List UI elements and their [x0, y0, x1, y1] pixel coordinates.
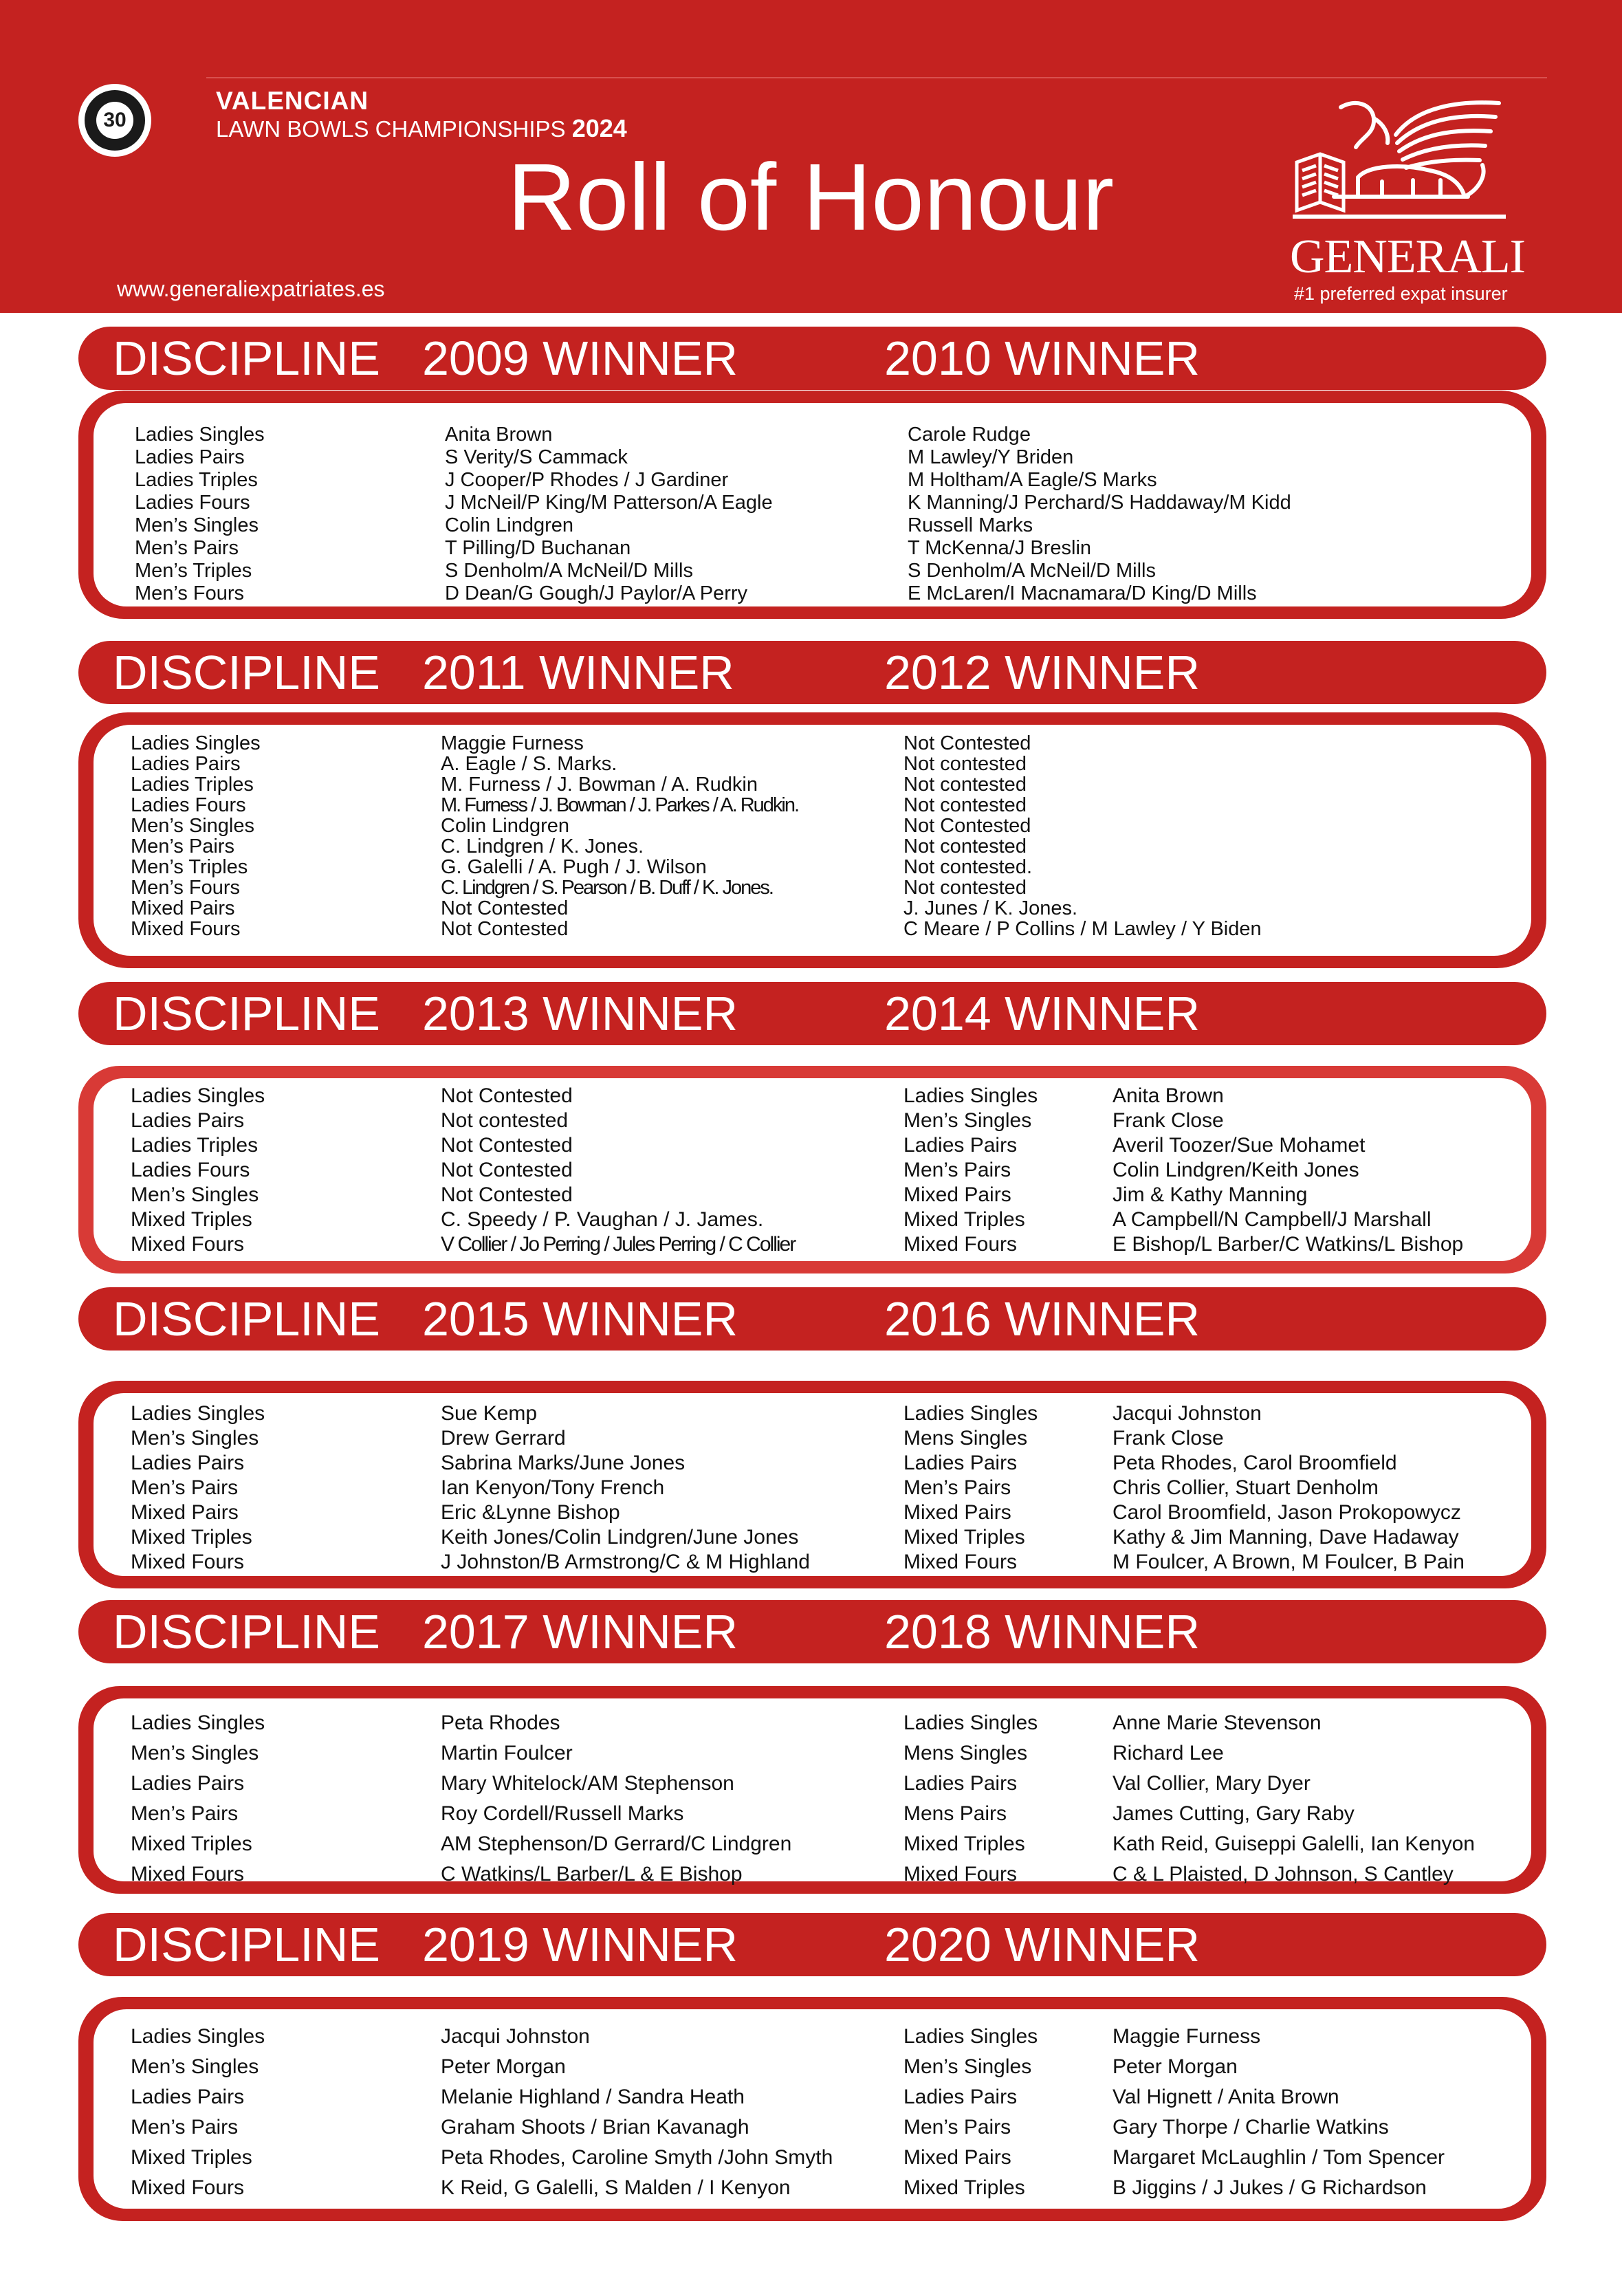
winner-cell: Colin Lindgren	[441, 815, 570, 837]
discipline-cell: Mixed Triples	[131, 2146, 252, 2169]
winner-cell: Anita Brown	[445, 424, 553, 446]
winner-cell: Mary Whitelock/AM Stephenson	[441, 1772, 734, 1795]
winner-cell: K Manning/J Perchard/S Haddaway/M Kidd	[908, 492, 1291, 514]
website-link[interactable]: www.generaliexpatriates.es	[117, 276, 385, 301]
discipline-cell: Ladies Singles	[131, 1402, 265, 1425]
winner-cell: G. Galelli / A. Pugh / J. Wilson	[441, 856, 707, 878]
winner-cell: Anne Marie Stevenson	[1113, 1712, 1322, 1734]
winner-cell: Drew Gerrard	[441, 1427, 566, 1450]
discipline-cell: Ladies Pairs	[131, 1772, 245, 1795]
discipline-cell: Ladies Pairs	[903, 2086, 1018, 2108]
discipline-cell: Men’s Singles	[131, 2055, 259, 2078]
winner-cell: Kath Reid, Guiseppi Galelli, Ian Kenyon	[1113, 1833, 1475, 1855]
results-panel-2015-2016	[78, 1381, 1546, 1588]
winner-cell: S Verity/S Cammack	[445, 446, 628, 468]
winner-cell: Peta Rhodes, Caroline Smyth /John Smyth	[441, 2146, 833, 2169]
winner-cell: Not contested	[903, 774, 1027, 796]
winner-cell: Not contested	[903, 794, 1027, 816]
results-panel-2013-2014	[78, 1066, 1546, 1273]
winner-cell: Val Hignett / Anita Brown	[1113, 2086, 1339, 2108]
discipline-cell: Ladies Pairs	[131, 753, 241, 775]
results-panel-2009-2010	[78, 391, 1546, 619]
winner-cell: J Johnston/B Armstrong/C & M Highland	[441, 1551, 810, 1573]
winner-cell: J McNeil/P King/M Patterson/A Eagle	[445, 492, 773, 514]
winner-cell: James Cutting, Gary Raby	[1113, 1802, 1355, 1825]
winner-cell: Not Contested	[441, 897, 569, 919]
column-heading-discipline: DISCIPLINE	[113, 1918, 380, 1971]
discipline-cell: Men’s Singles	[135, 514, 259, 536]
column-heading-year-b: 2020 WINNER	[884, 1918, 1201, 1971]
winner-cell: B Jiggins / J Jukes / G Richardson	[1113, 2176, 1427, 2199]
winner-cell: Not contested	[441, 1109, 569, 1132]
discipline-cell: Ladies Pairs	[131, 2086, 245, 2108]
discipline-cell: Mixed Pairs	[903, 1183, 1011, 1206]
results-panel-2011-2012	[78, 712, 1546, 968]
winner-cell: Not Contested	[441, 1084, 573, 1107]
discipline-cell: Mixed Triples	[903, 1833, 1025, 1855]
discipline-cell: Mixed Fours	[131, 1551, 245, 1573]
column-heading-year-b: 2018 WINNER	[884, 1605, 1201, 1659]
discipline-cell: Mixed Fours	[903, 1233, 1018, 1256]
discipline-cell: Men’s Pairs	[903, 1159, 1011, 1181]
discipline-cell: Ladies Pairs	[135, 446, 245, 468]
discipline-cell: Men’s Triples	[135, 560, 252, 582]
winner-cell: Jacqui Johnston	[441, 2025, 590, 2048]
winner-cell: Not contested	[903, 753, 1027, 775]
discipline-cell: Mens Singles	[903, 1427, 1028, 1450]
winner-cell: Colin Lindgren/Keith Jones	[1113, 1159, 1359, 1181]
winner-cell: Maggie Furness	[1113, 2025, 1261, 2048]
discipline-cell: Ladies Pairs	[903, 1772, 1018, 1795]
header-banner	[0, 0, 1622, 313]
discipline-cell: Men’s Pairs	[135, 537, 239, 559]
section-header-2017-2018	[78, 1600, 1546, 1663]
winner-cell: Not contested	[903, 835, 1027, 857]
discipline-cell: Mixed Fours	[131, 2176, 245, 2199]
sponsor-tagline: #1 preferred expat insurer	[1294, 283, 1508, 304]
winner-cell: C. Lindgren / K. Jones.	[441, 835, 644, 857]
winner-cell: Not Contested	[903, 815, 1031, 837]
section-header-2019-2020	[78, 1913, 1546, 1976]
winner-cell: V Collier / Jo Perring / Jules Perring / C Collier	[441, 1233, 796, 1256]
discipline-cell: Mixed Fours	[903, 1551, 1018, 1573]
section-header-2013-2014	[78, 982, 1546, 1045]
discipline-cell: Mixed Pairs	[131, 897, 235, 919]
column-heading-year-a: 2017 WINNER	[422, 1605, 738, 1659]
discipline-cell: Mixed Fours	[131, 1863, 245, 1885]
discipline-cell: Mixed Triples	[903, 1526, 1025, 1549]
section-header-2011-2012	[78, 641, 1546, 704]
discipline-cell: Mixed Pairs	[131, 1501, 239, 1524]
winner-cell: Eric &Lynne Bishop	[441, 1501, 620, 1524]
winner-cell: Margaret McLaughlin / Tom Spencer	[1113, 2146, 1445, 2169]
winner-cell: Averil Toozer/Sue Mohamet	[1113, 1134, 1366, 1157]
event-year: 2024	[571, 114, 627, 142]
winner-cell: T McKenna/J Breslin	[908, 537, 1092, 559]
discipline-cell: Mixed Triples	[903, 1208, 1025, 1231]
winner-cell: M Holtham/A Eagle/S Marks	[908, 469, 1157, 491]
discipline-cell: Ladies Singles	[903, 1402, 1038, 1425]
column-heading-year-b: 2014 WINNER	[884, 987, 1201, 1040]
discipline-cell: Mixed Triples	[131, 1833, 252, 1855]
column-heading-discipline: DISCIPLINE	[113, 331, 380, 385]
winner-cell: C. Speedy / P. Vaughan / J. James.	[441, 1208, 764, 1231]
discipline-cell: Mixed Pairs	[903, 2146, 1011, 2169]
anniversary-badge-icon	[78, 84, 151, 157]
winner-cell: Graham Shoots / Brian Kavanagh	[441, 2116, 749, 2139]
winner-cell: M. Furness / J. Bowman / A. Rudkin	[441, 774, 758, 796]
discipline-cell: Ladies Singles	[903, 2025, 1038, 2048]
discipline-cell: Ladies Singles	[903, 1712, 1038, 1734]
column-heading-year-a: 2019 WINNER	[422, 1918, 738, 1971]
winner-cell: Chris Collier, Stuart Denholm	[1113, 1476, 1379, 1499]
discipline-cell: Mixed Triples	[903, 2176, 1025, 2199]
discipline-cell: Mixed Fours	[131, 1233, 245, 1256]
winner-cell: D Dean/G Gough/J Paylor/A Perry	[445, 582, 748, 604]
section-header-2015-2016	[78, 1287, 1546, 1351]
winner-cell: Carole Rudge	[908, 424, 1031, 446]
discipline-cell: Ladies Pairs	[131, 1109, 245, 1132]
discipline-cell: Ladies Singles	[135, 424, 265, 446]
event-subtitle	[216, 114, 627, 143]
winner-cell: Peta Rhodes, Carol Broomfield	[1113, 1452, 1397, 1474]
discipline-cell: Men’s Fours	[131, 877, 241, 899]
header-rule	[206, 77, 1547, 78]
winner-cell: Val Collier, Mary Dyer	[1113, 1772, 1311, 1795]
discipline-cell: Men’s Pairs	[131, 1476, 239, 1499]
winner-cell: E Bishop/L Barber/C Watkins/L Bishop	[1113, 1233, 1464, 1256]
winged-lion-logo-icon	[1293, 94, 1506, 224]
winner-cell: M Lawley/Y Briden	[908, 446, 1074, 468]
winner-cell: C Meare / P Collins / M Lawley / Y Biden	[903, 918, 1262, 940]
winner-cell: S Denholm/A McNeil/D Mills	[445, 560, 693, 582]
discipline-cell: Men’s Fours	[135, 582, 245, 604]
discipline-cell: Men’s Pairs	[131, 835, 234, 857]
column-heading-year-b: 2010 WINNER	[884, 331, 1201, 385]
winner-cell: C Watkins/L Barber/L & E Bishop	[441, 1863, 743, 1885]
discipline-cell: Men’s Singles	[903, 1109, 1032, 1132]
discipline-cell: Men’s Singles	[903, 2055, 1032, 2078]
discipline-cell: Mixed Triples	[131, 1526, 252, 1549]
discipline-cell: Men’s Singles	[131, 1742, 259, 1764]
discipline-cell: Ladies Fours	[135, 492, 250, 514]
column-heading-year-b: 2016 WINNER	[884, 1292, 1201, 1346]
winner-cell: C. Lindgren / S. Pearson / B. Duff / K. Jones.	[441, 877, 773, 899]
winner-cell: Keith Jones/Colin Lindgren/June Jones	[441, 1526, 799, 1549]
winner-cell: Frank Close	[1113, 1427, 1224, 1450]
discipline-cell: Mens Pairs	[903, 1802, 1007, 1825]
column-heading-year-a: 2013 WINNER	[422, 987, 738, 1040]
discipline-cell: Men’s Pairs	[903, 2116, 1011, 2139]
event-name: VALENCIAN	[216, 87, 369, 115]
sponsor-name: GENERALI	[1290, 230, 1525, 283]
winner-cell: M. Furness / J. Bowman / J. Parkes / A. Rudkin.	[441, 794, 799, 816]
column-heading-discipline: DISCIPLINE	[113, 987, 380, 1040]
winner-cell: Anita Brown	[1113, 1084, 1224, 1107]
winner-cell: Not Contested	[441, 1134, 573, 1157]
winner-cell: C & L Plaisted, D Johnson, S Cantley	[1113, 1863, 1454, 1885]
discipline-cell: Ladies Singles	[131, 1084, 265, 1107]
column-heading-year-b: 2012 WINNER	[884, 646, 1201, 699]
discipline-cell: Ladies Fours	[131, 794, 246, 816]
discipline-cell: Mixed Triples	[131, 1208, 252, 1231]
winner-cell: Russell Marks	[908, 514, 1033, 536]
column-heading-discipline: DISCIPLINE	[113, 1292, 380, 1346]
section-header-2009-2010	[78, 327, 1546, 390]
column-heading-year-a: 2009 WINNER	[422, 331, 738, 385]
winner-cell: J. Junes / K. Jones.	[903, 897, 1078, 919]
results-panel-2019-2020	[78, 1997, 1546, 2221]
winner-cell: Gary Thorpe / Charlie Watkins	[1113, 2116, 1389, 2139]
winner-cell: Not contested.	[903, 856, 1032, 878]
discipline-cell: Mens Singles	[903, 1742, 1028, 1764]
winner-cell: A Campbell/N Campbell/J Marshall	[1113, 1208, 1432, 1231]
discipline-cell: Mixed Fours	[903, 1863, 1018, 1885]
winner-cell: Maggie Furness	[441, 732, 584, 754]
discipline-cell: Men’s Triples	[131, 856, 248, 878]
winner-cell: Ian Kenyon/Tony French	[441, 1476, 665, 1499]
winner-cell: Not Contested	[441, 918, 569, 940]
discipline-cell: Men’s Singles	[131, 815, 255, 837]
column-heading-discipline: DISCIPLINE	[113, 1605, 380, 1659]
discipline-cell: Ladies Singles	[131, 732, 261, 754]
winner-cell: Sabrina Marks/June Jones	[441, 1452, 686, 1474]
page-title: Roll of Honour	[507, 144, 1115, 250]
winner-cell: Roy Cordell/Russell Marks	[441, 1802, 684, 1825]
winner-cell: Peter Morgan	[1113, 2055, 1238, 2078]
discipline-cell: Ladies Triples	[131, 1134, 259, 1157]
winner-cell: T Pilling/D Buchanan	[445, 537, 631, 559]
winner-cell: Jacqui Johnston	[1113, 1402, 1262, 1425]
winner-cell: Kathy & Jim Manning, Dave Hadaway	[1113, 1526, 1459, 1549]
discipline-cell: Men’s Pairs	[131, 2116, 239, 2139]
winner-cell: Not Contested	[441, 1159, 573, 1181]
winner-cell: Martin Foulcer	[441, 1742, 573, 1764]
winner-cell: Frank Close	[1113, 1109, 1224, 1132]
winner-cell: Melanie Highland / Sandra Heath	[441, 2086, 745, 2108]
badge-number: 30	[96, 102, 133, 139]
discipline-cell: Ladies Pairs	[903, 1134, 1018, 1157]
winner-cell: AM Stephenson/D Gerrard/C Lindgren	[441, 1833, 792, 1855]
discipline-cell: Ladies Singles	[131, 2025, 265, 2048]
winner-cell: M Foulcer, A Brown, M Foulcer, B Pain	[1113, 1551, 1465, 1573]
winner-cell: Colin Lindgren	[445, 514, 574, 536]
discipline-cell: Ladies Fours	[131, 1159, 250, 1181]
discipline-cell: Ladies Singles	[903, 1084, 1038, 1107]
column-heading-year-a: 2015 WINNER	[422, 1292, 738, 1346]
winner-cell: Peta Rhodes	[441, 1712, 560, 1734]
winner-cell: E McLaren/I Macnamara/D King/D Mills	[908, 582, 1257, 604]
discipline-cell: Men’s Pairs	[131, 1802, 239, 1825]
winner-cell: A. Eagle / S. Marks.	[441, 753, 617, 775]
winner-cell: Richard Lee	[1113, 1742, 1224, 1764]
discipline-cell: Ladies Pairs	[903, 1452, 1018, 1474]
winner-cell: J Cooper/P Rhodes / J Gardiner	[445, 469, 729, 491]
winner-cell: Not contested	[903, 877, 1027, 899]
discipline-cell: Men’s Singles	[131, 1427, 259, 1450]
winner-cell: Jim & Kathy Manning	[1113, 1183, 1308, 1206]
discipline-cell: Mixed Pairs	[903, 1501, 1011, 1524]
results-panel-2017-2018	[78, 1686, 1546, 1894]
winner-cell: Not Contested	[903, 732, 1031, 754]
winner-cell: Sue Kemp	[441, 1402, 538, 1425]
discipline-cell: Ladies Triples	[135, 469, 258, 491]
column-heading-discipline: DISCIPLINE	[113, 646, 380, 699]
discipline-cell: Men’s Singles	[131, 1183, 259, 1206]
event-subtitle-text: LAWN BOWLS CHAMPIONSHIPS	[216, 116, 566, 142]
discipline-cell: Men’s Pairs	[903, 1476, 1011, 1499]
discipline-cell: Ladies Triples	[131, 774, 254, 796]
winner-cell: Not Contested	[441, 1183, 573, 1206]
winner-cell: S Denholm/A McNeil/D Mills	[908, 560, 1156, 582]
winner-cell: K Reid, G Galelli, S Malden / I Kenyon	[441, 2176, 791, 2199]
winner-cell: Peter Morgan	[441, 2055, 566, 2078]
column-heading-year-a: 2011 WINNER	[422, 646, 734, 699]
discipline-cell: Mixed Fours	[131, 918, 241, 940]
discipline-cell: Ladies Pairs	[131, 1452, 245, 1474]
discipline-cell: Ladies Singles	[131, 1712, 265, 1734]
winner-cell: Carol Broomfield, Jason Prokopowycz	[1113, 1501, 1461, 1524]
